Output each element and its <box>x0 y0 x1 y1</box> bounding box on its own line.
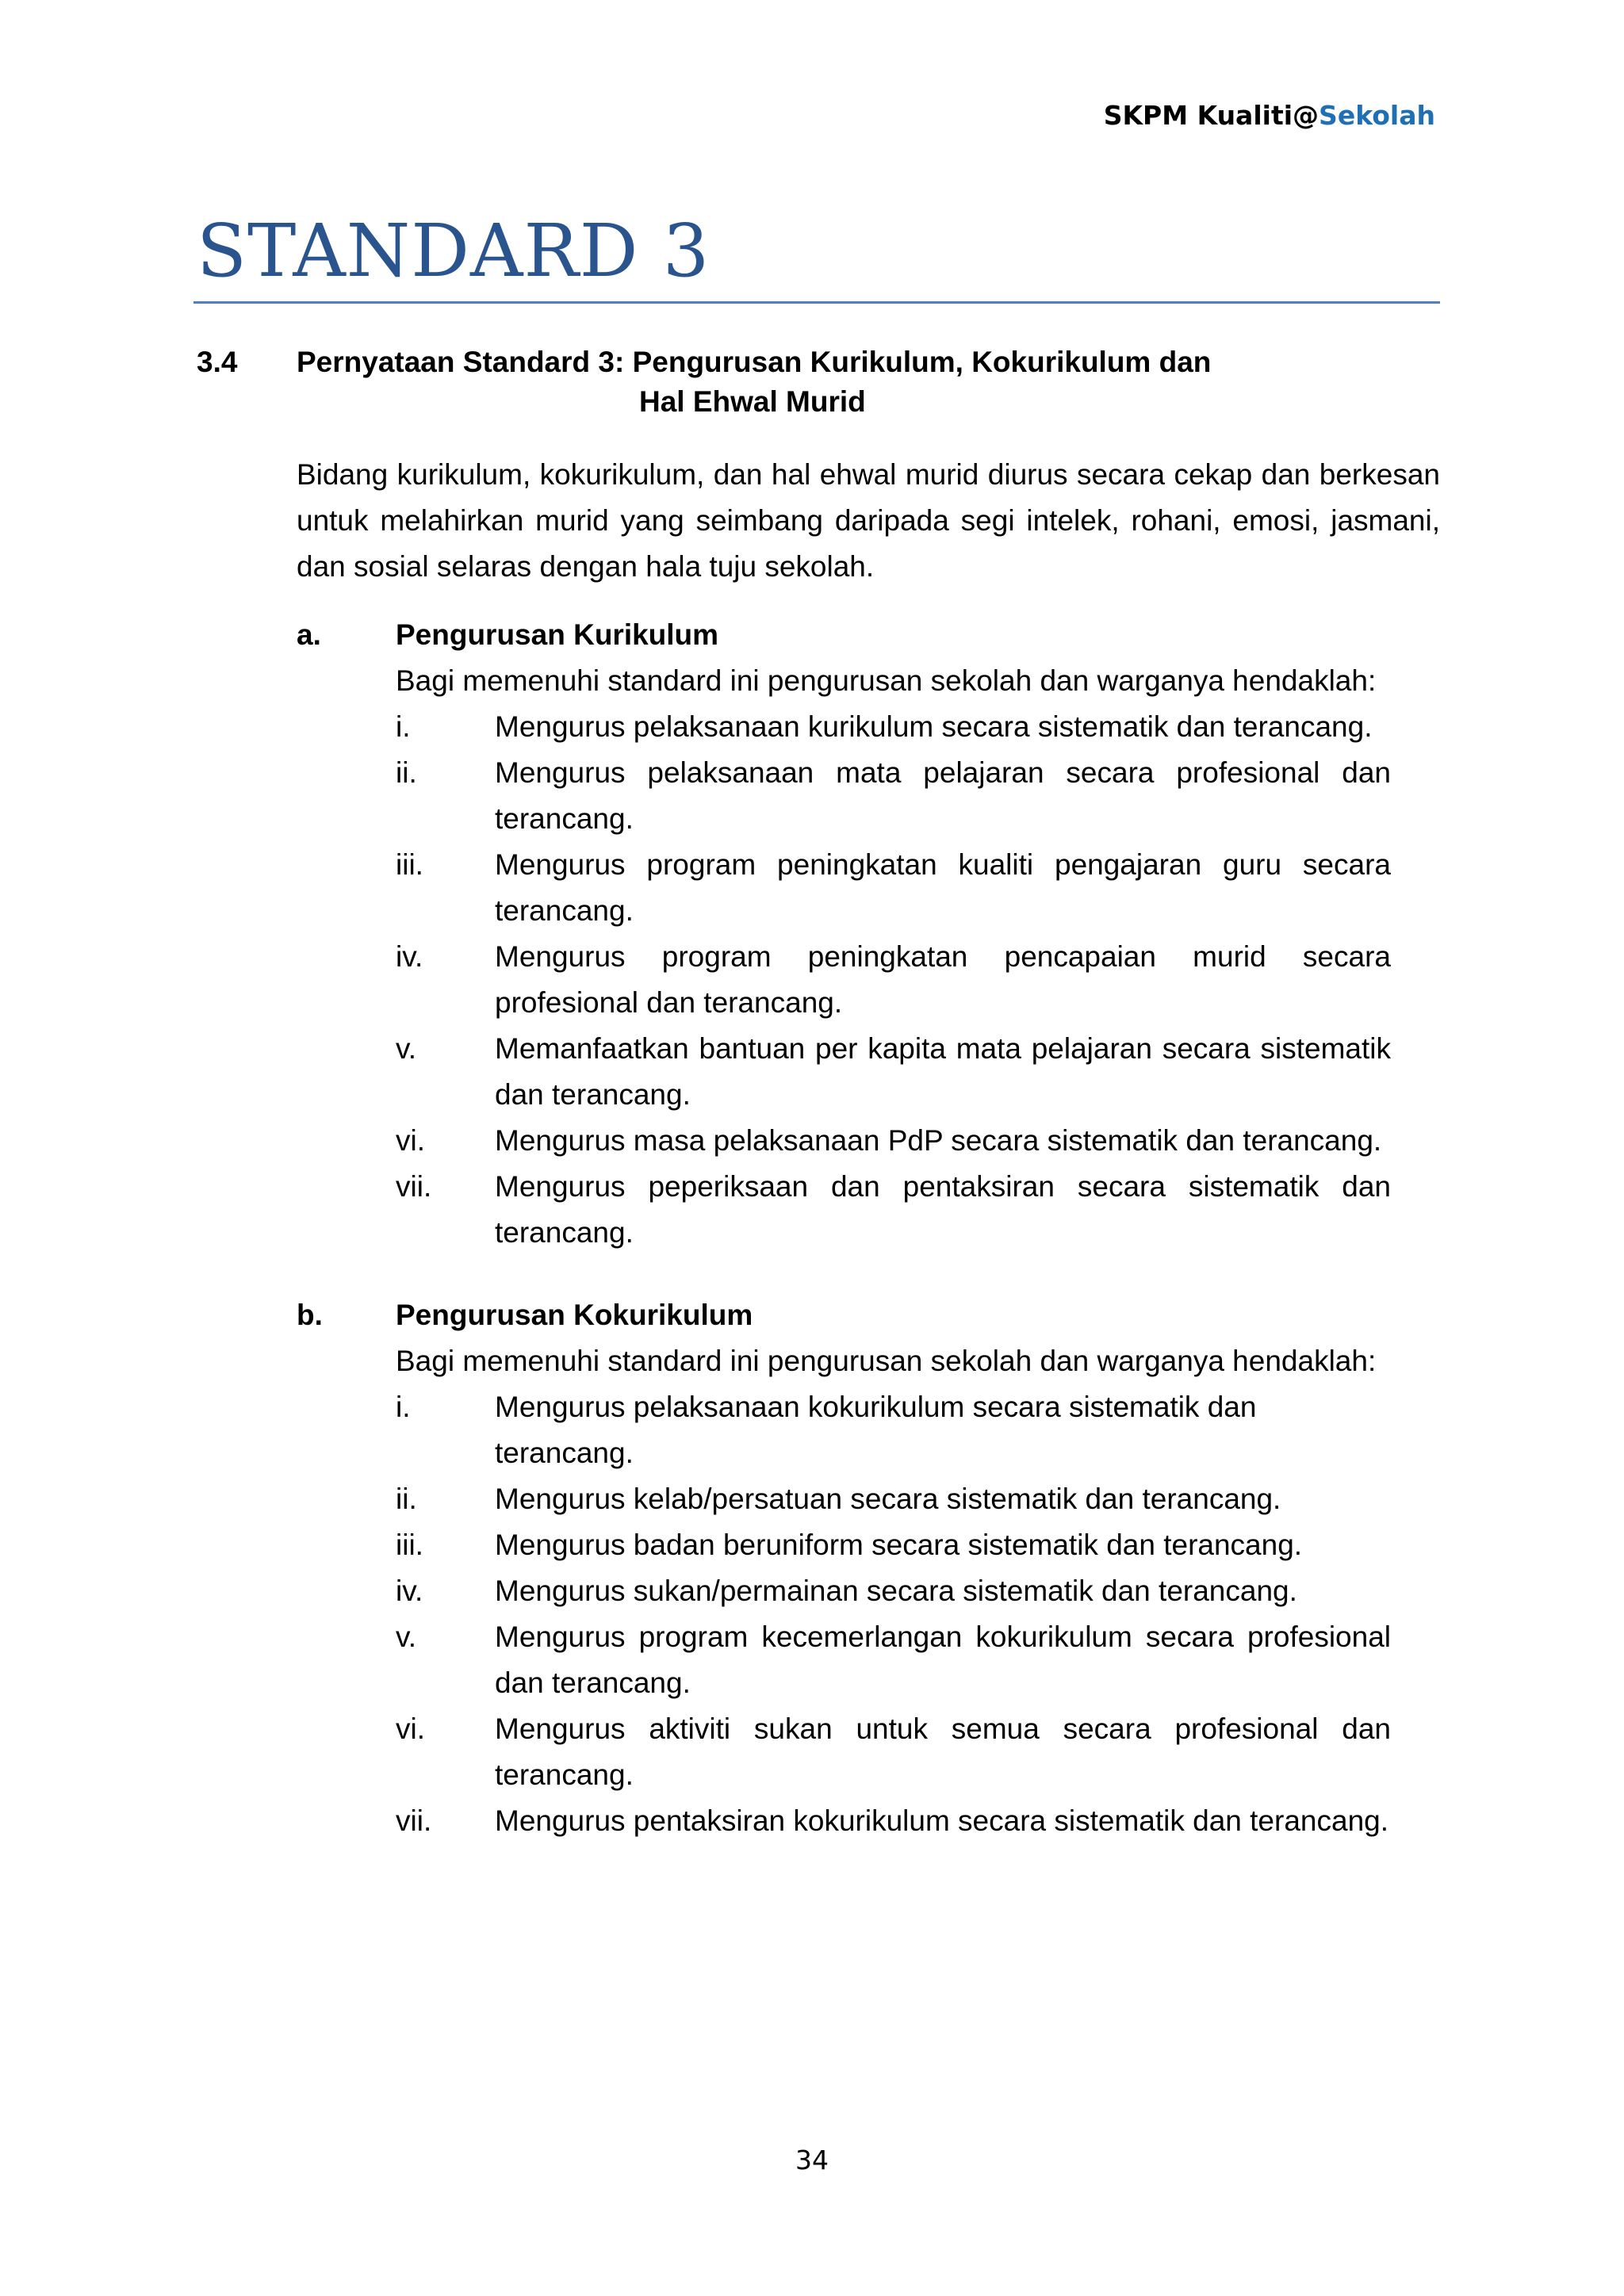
item-number: ii. <box>396 756 417 789</box>
item-text: Mengurus aktiviti sukan untuk semua secara profesional dan terancang. <box>495 1712 1391 1791</box>
running-header <box>1031 98 1435 133</box>
list-item <box>396 1476 1440 1522</box>
item-list <box>396 704 1440 1256</box>
list-item <box>396 1384 1440 1476</box>
item-number: iv. <box>396 940 423 973</box>
running-header-accent: Sekolah <box>1319 100 1435 131</box>
subsection-letter: b. <box>297 1299 323 1331</box>
item-text: Mengurus pelaksanaan mata pelajaran secara profesional dan terancang. <box>495 756 1391 835</box>
list-item <box>396 1706 1440 1798</box>
title-underline <box>193 301 1440 304</box>
item-text: Mengurus badan beruniform secara sistematik dan terancang. <box>495 1529 1303 1561</box>
list-item <box>396 1522 1440 1568</box>
item-number: i. <box>396 1391 411 1423</box>
item-number: iii. <box>396 1529 423 1561</box>
item-text: Mengurus program peningkatan kualiti pengajaran guru secara terancang. <box>495 848 1391 927</box>
item-number: vii. <box>396 1170 432 1203</box>
list-item <box>396 1118 1440 1164</box>
list-item <box>396 1568 1440 1614</box>
item-number: v. <box>396 1621 417 1653</box>
section-title-line-1: Pernyataan Standard 3: Pengurusan Kurikulum, Kokurikulum dan <box>297 346 1212 378</box>
page-number: 34 <box>795 2145 829 2175</box>
list-item <box>396 934 1440 1026</box>
section-title-line-2: Hal Ehwal Murid <box>639 385 866 418</box>
list-item <box>396 1164 1440 1256</box>
item-number: i. <box>396 710 411 743</box>
item-text: Memanfaatkan bantuan per kapita mata pelajaran secara sistematik dan terancang. <box>495 1032 1391 1111</box>
item-number: iii. <box>396 848 423 881</box>
running-header-label: SKPM Kualiti@ <box>1103 100 1320 131</box>
item-number: vi. <box>396 1712 425 1745</box>
item-number: v. <box>396 1032 417 1065</box>
item-number: vi. <box>396 1124 425 1157</box>
item-list <box>396 1384 1440 1844</box>
item-text: Mengurus masa pelaksanaan PdP secara sistematik dan terancang. <box>495 1124 1382 1157</box>
subsection-heading: Pengurusan Kurikulum <box>396 618 719 651</box>
section-number: 3.4 <box>197 346 238 378</box>
item-number: iv. <box>396 1575 423 1607</box>
item-text: Mengurus pelaksanaan kurikulum secara sistematik dan terancang. <box>495 710 1373 743</box>
item-text: Mengurus pelaksanaan kokurikulum secara sistematik dan terancang. <box>495 1391 1257 1469</box>
subsection-letter: a. <box>297 618 321 651</box>
list-item <box>396 1798 1440 1844</box>
item-number: vii. <box>396 1804 432 1837</box>
list-item <box>396 842 1440 934</box>
subsection-intro: Bagi memenuhi standard ini pengurusan sekolah dan warganya hendaklah: <box>396 664 1377 697</box>
item-text: Mengurus program peningkatan pencapaian murid secara profesional dan terancang. <box>495 940 1391 1019</box>
item-text: Mengurus sukan/permainan secara sistematik dan terancang. <box>495 1575 1297 1607</box>
section-title <box>297 342 1438 422</box>
item-text: Mengurus program kecemerlangan kokurikulum secara profesional dan terancang. <box>495 1621 1391 1699</box>
section-intro-paragraph: Bidang kurikulum, kokurikulum, dan hal ehwal murid diurus secara cekap dan berkesan untuk melahirkan murid yang seimbang daripada segi intelek, rohani, emosi, jasmani, dan sosial selaras dengan hala tuju sekolah. <box>297 458 1440 583</box>
item-text: Mengurus peperiksaan dan pentaksiran secara sistematik dan terancang. <box>495 1170 1391 1249</box>
list-item <box>396 704 1440 750</box>
page-title: STANDARD 3 <box>197 209 710 293</box>
list-item <box>396 1026 1440 1118</box>
list-item <box>396 1614 1440 1706</box>
subsection-heading: Pengurusan Kokurikulum <box>396 1299 753 1331</box>
subsection-intro: Bagi memenuhi standard ini pengurusan sekolah dan warganya hendaklah: <box>396 1345 1377 1377</box>
item-text: Mengurus kelab/persatuan secara sistematik dan terancang. <box>495 1483 1281 1515</box>
item-number: ii. <box>396 1483 417 1515</box>
item-text: Mengurus pentaksiran kokurikulum secara sistematik dan terancang. <box>495 1804 1389 1837</box>
list-item <box>396 750 1440 842</box>
